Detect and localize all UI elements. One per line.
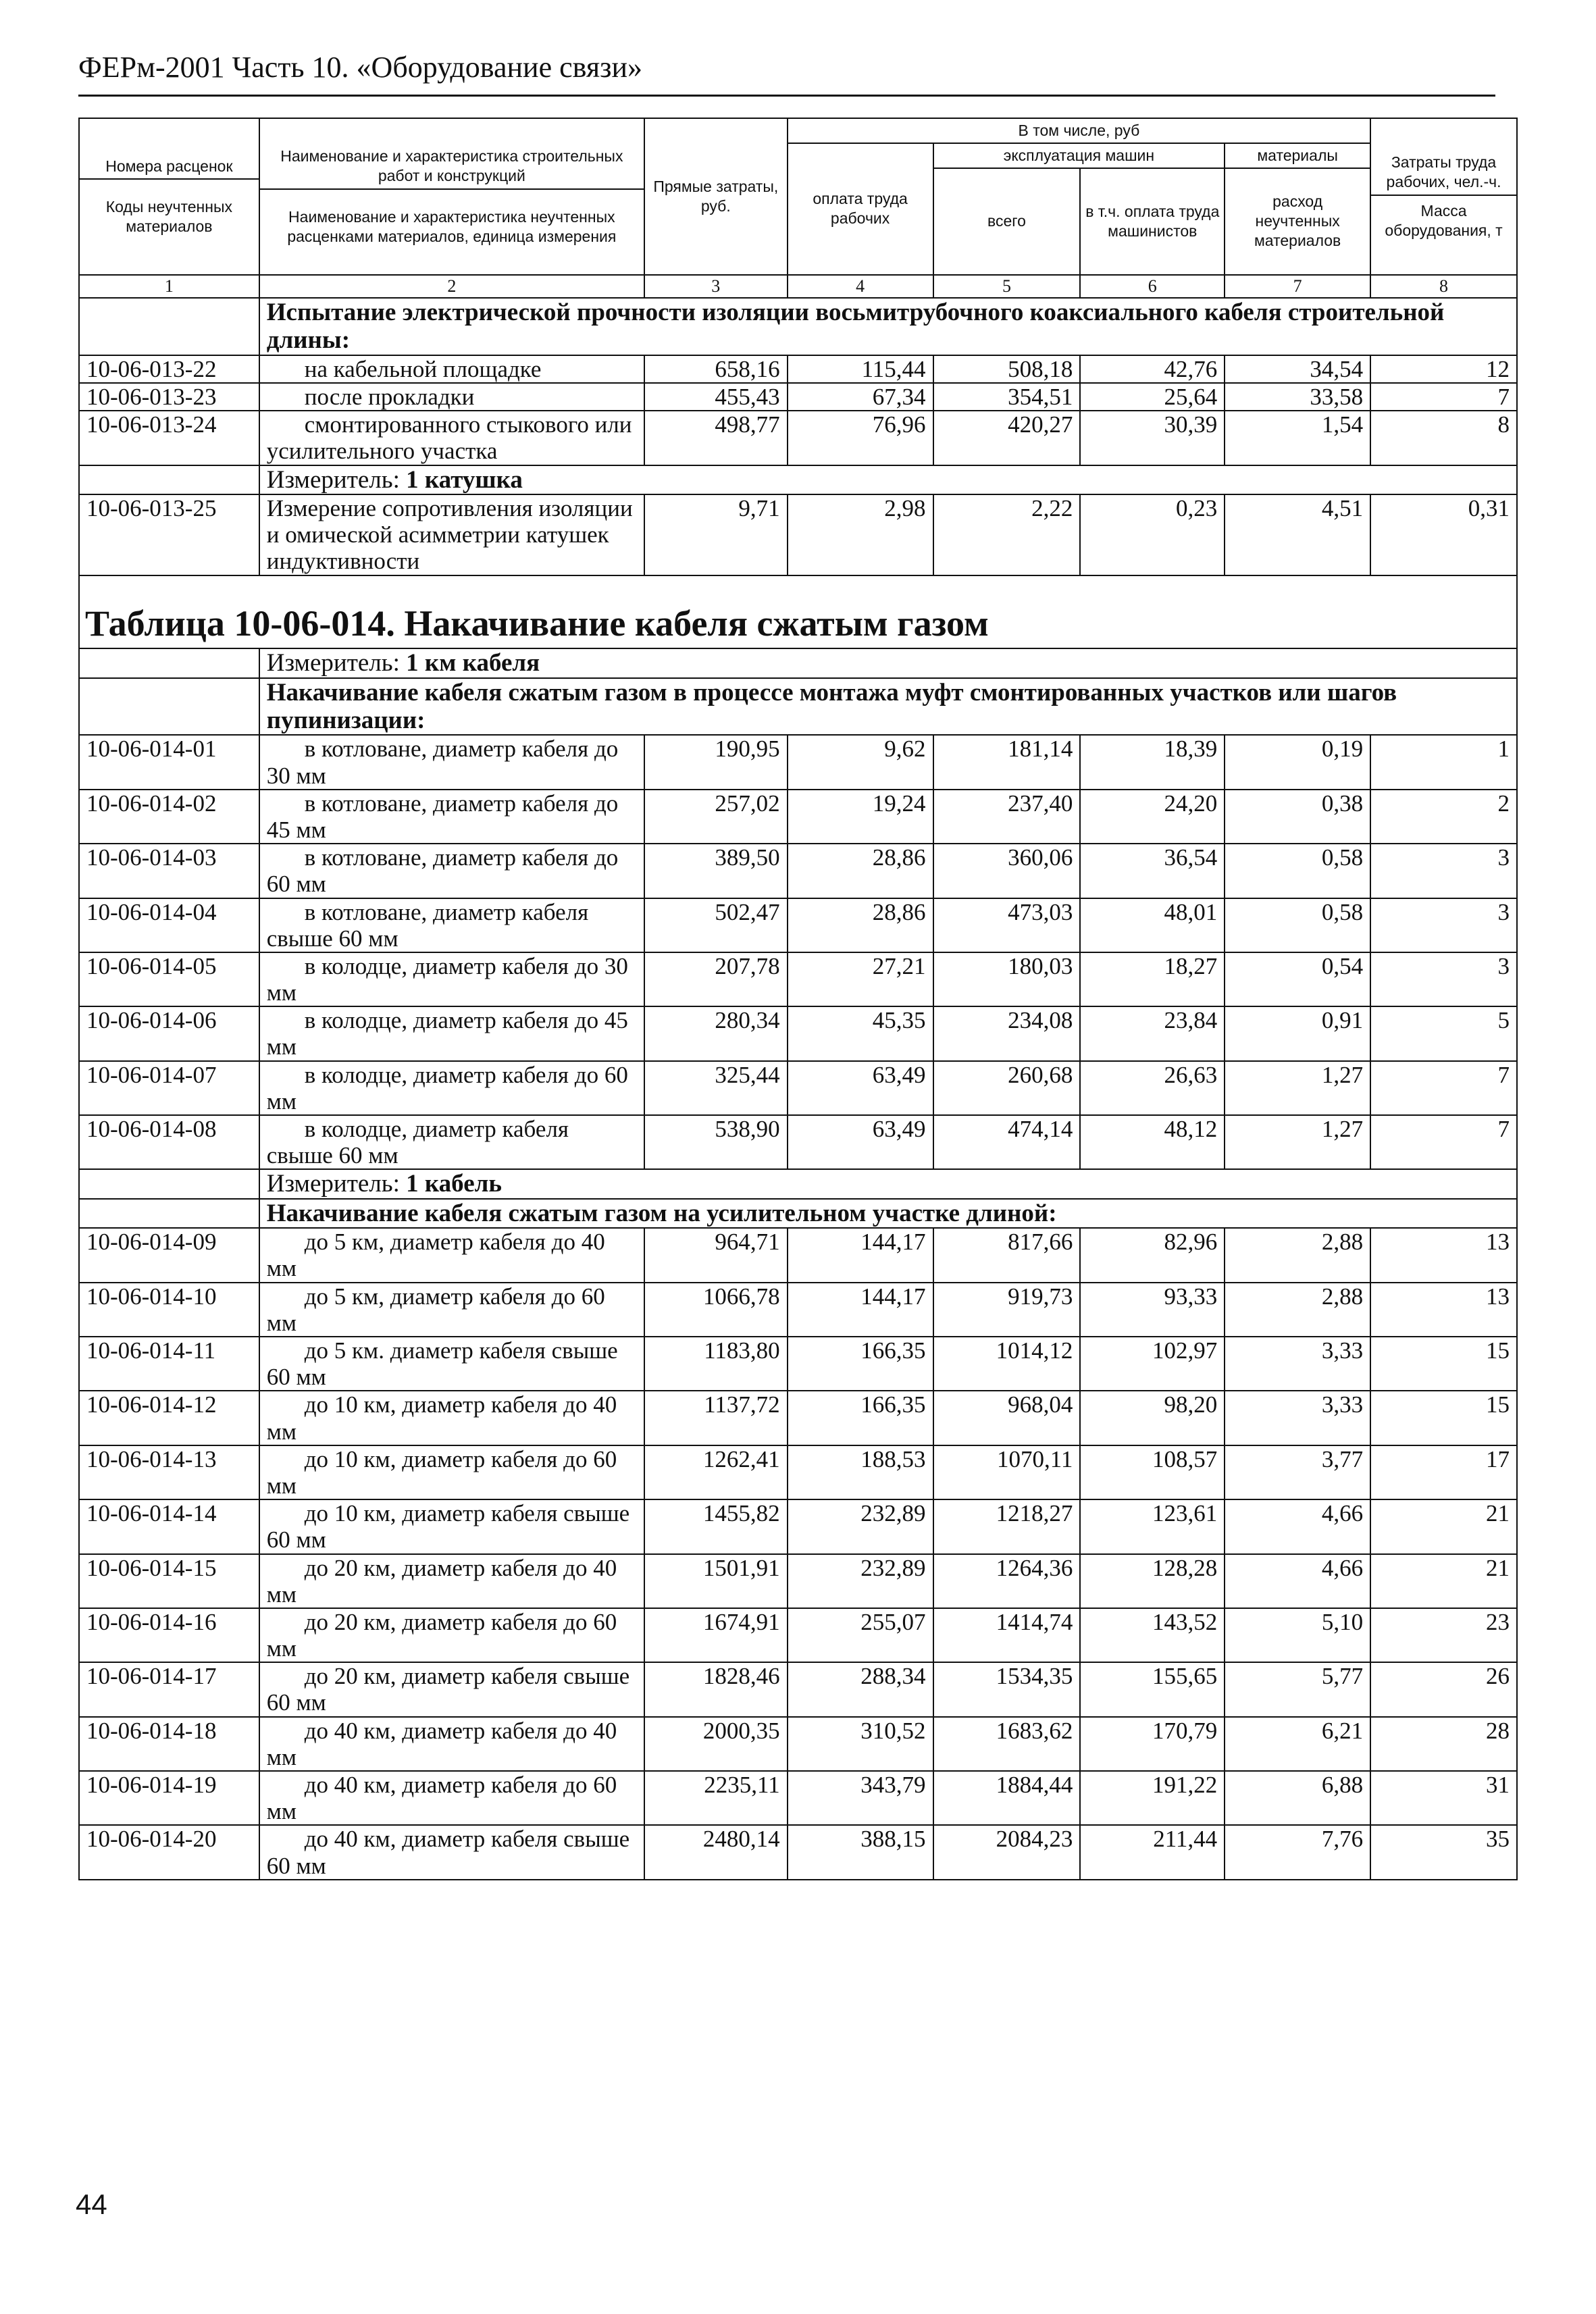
table-row <box>79 1771 1517 1825</box>
table-row <box>79 1228 1517 1282</box>
header-material-consumption: расход неучтенных материалов <box>1225 168 1370 275</box>
work-name-text: смонтированного стыкового или усилительного участка <box>266 411 632 465</box>
value-cell: 102,97 <box>1080 1337 1225 1391</box>
work-name <box>259 790 644 844</box>
value-cell: 325,44 <box>644 1061 788 1115</box>
rate-code: 10-06-014-11 <box>79 1337 259 1391</box>
work-name-text: в колодце, диаметр кабеля до 30 мм <box>266 952 628 1006</box>
rate-code: 10-06-013-24 <box>79 411 259 465</box>
header-worker-pay: оплата труда рабочих <box>788 143 933 275</box>
value-cell: 1183,80 <box>644 1337 788 1391</box>
value-cell: 36,54 <box>1080 844 1225 898</box>
value-cell: 1,27 <box>1225 1115 1370 1169</box>
table-row <box>79 494 1517 575</box>
value-cell: 67,34 <box>788 383 933 411</box>
value-cell: 7,76 <box>1225 1825 1370 1879</box>
value-cell: 232,89 <box>788 1554 933 1608</box>
work-name <box>259 355 644 383</box>
work-name <box>259 1228 644 1282</box>
page-number: 44 <box>76 2188 107 2220</box>
column-number: 8 <box>1370 275 1517 299</box>
value-cell: 13 <box>1370 1228 1517 1282</box>
value-cell: 23 <box>1370 1608 1517 1662</box>
work-name <box>259 844 644 898</box>
work-name <box>259 1445 644 1499</box>
value-cell: 128,28 <box>1080 1554 1225 1608</box>
value-cell: 389,50 <box>644 844 788 898</box>
value-cell: 4,66 <box>1225 1554 1370 1608</box>
rate-code: 10-06-014-01 <box>79 735 259 789</box>
value-cell: 45,35 <box>788 1006 933 1060</box>
value-cell: 191,22 <box>1080 1771 1225 1825</box>
value-cell: 658,16 <box>644 355 788 383</box>
work-name <box>259 1337 644 1391</box>
work-name <box>259 1608 644 1662</box>
value-cell: 23,84 <box>1080 1006 1225 1060</box>
table-row <box>79 1337 1517 1391</box>
rate-code: 10-06-014-02 <box>79 790 259 844</box>
rate-code: 10-06-014-09 <box>79 1228 259 1282</box>
measure-label: Измеритель: <box>266 465 407 494</box>
value-cell: 1884,44 <box>933 1771 1081 1825</box>
work-name-text: в колодце, диаметр кабеля до 60 мм <box>266 1061 628 1114</box>
rate-code: 10-06-014-16 <box>79 1608 259 1662</box>
header-work-name: Наименование и характеристика строительных работ и конструкций <box>260 144 644 190</box>
value-cell: 0,54 <box>1225 952 1370 1006</box>
column-numbers-row <box>79 275 1517 299</box>
value-cell: 26 <box>1370 1662 1517 1716</box>
value-cell: 0,38 <box>1225 790 1370 844</box>
column-number: 3 <box>644 275 788 299</box>
rate-code: 10-06-013-23 <box>79 383 259 411</box>
value-cell: 2,88 <box>1225 1228 1370 1282</box>
value-cell: 7 <box>1370 383 1517 411</box>
value-cell: 3 <box>1370 898 1517 952</box>
header-equipment-mass: Масса оборудования, т <box>1385 201 1503 239</box>
value-cell: 3,77 <box>1225 1445 1370 1499</box>
section-row <box>79 1199 1517 1228</box>
column-number: 1 <box>79 275 259 299</box>
value-cell: 34,54 <box>1225 355 1370 383</box>
value-cell: 260,68 <box>933 1061 1081 1115</box>
work-name <box>259 1717 644 1771</box>
value-cell: 180,03 <box>933 952 1081 1006</box>
work-name-text: в котловане, диаметр кабеля свыше 60 мм <box>266 898 589 952</box>
table-row <box>79 355 1517 383</box>
value-cell: 502,47 <box>644 898 788 952</box>
value-cell: 255,07 <box>788 1608 933 1662</box>
rate-code: 10-06-014-08 <box>79 1115 259 1169</box>
rate-code: 10-06-014-20 <box>79 1825 259 1879</box>
rate-code: 10-06-014-15 <box>79 1554 259 1608</box>
value-cell: 15 <box>1370 1337 1517 1391</box>
header-col1 <box>79 118 259 275</box>
value-cell: 2,88 <box>1225 1283 1370 1337</box>
rate-code: 10-06-014-10 <box>79 1283 259 1337</box>
work-name-text: в колодце, диаметр кабеля до 45 мм <box>266 1007 628 1060</box>
value-cell: 98,20 <box>1080 1391 1225 1445</box>
table-row <box>79 1499 1517 1553</box>
value-cell: 9,71 <box>644 494 788 575</box>
value-cell: 35 <box>1370 1825 1517 1879</box>
rate-code: 10-06-014-18 <box>79 1717 259 1771</box>
column-number: 5 <box>933 275 1081 299</box>
value-cell: 30,39 <box>1080 411 1225 465</box>
value-cell: 1137,72 <box>644 1391 788 1445</box>
value-cell: 508,18 <box>933 355 1081 383</box>
value-cell: 498,77 <box>644 411 788 465</box>
value-cell: 1501,91 <box>644 1554 788 1608</box>
work-name <box>259 1825 644 1879</box>
work-name-text: в котловане, диаметр кабеля до 45 мм <box>266 790 619 843</box>
value-cell: 0,91 <box>1225 1006 1370 1060</box>
value-cell: 123,61 <box>1080 1499 1225 1553</box>
value-cell: 1070,11 <box>933 1445 1081 1499</box>
section-row <box>79 678 1517 736</box>
rate-code: 10-06-014-19 <box>79 1771 259 1825</box>
value-cell: 5 <box>1370 1006 1517 1060</box>
value-cell: 21 <box>1370 1499 1517 1553</box>
value-cell: 190,95 <box>644 735 788 789</box>
table-row <box>79 1662 1517 1716</box>
work-name <box>259 952 644 1006</box>
value-cell: 3 <box>1370 952 1517 1006</box>
rate-code: 10-06-014-07 <box>79 1061 259 1115</box>
value-cell: 28,86 <box>788 844 933 898</box>
value-cell: 354,51 <box>933 383 1081 411</box>
value-cell: 63,49 <box>788 1061 933 1115</box>
table-body <box>79 298 1517 1880</box>
value-cell: 455,43 <box>644 383 788 411</box>
value-cell: 143,52 <box>1080 1608 1225 1662</box>
table-row <box>79 1445 1517 1499</box>
value-cell: 4,51 <box>1225 494 1370 575</box>
work-name-text: в котловане, диаметр кабеля до 60 мм <box>266 844 619 898</box>
value-cell: 108,57 <box>1080 1445 1225 1499</box>
value-cell: 2235,11 <box>644 1771 788 1825</box>
table-row <box>79 1283 1517 1337</box>
header-direct-costs: Прямые затраты, руб. <box>644 118 788 275</box>
rates-table <box>78 118 1518 1880</box>
table-row <box>79 844 1517 898</box>
value-cell: 115,44 <box>788 355 933 383</box>
value-cell: 166,35 <box>788 1337 933 1391</box>
value-cell: 42,76 <box>1080 355 1225 383</box>
rate-code: 10-06-014-06 <box>79 1006 259 1060</box>
value-cell: 4,66 <box>1225 1499 1370 1553</box>
value-cell: 234,08 <box>933 1006 1081 1060</box>
work-name-text: до 40 км, диаметр кабеля до 60 мм <box>266 1772 617 1825</box>
work-name-text: до 20 км, диаметр кабеля до 60 мм <box>266 1608 617 1662</box>
value-cell: 2084,23 <box>933 1825 1081 1879</box>
rate-code: 10-06-013-25 <box>79 494 259 575</box>
value-cell: 7 <box>1370 1115 1517 1169</box>
page-header: ФЕРм-2001 Часть 10. «Оборудование связи» <box>78 51 642 84</box>
work-name-text: до 5 км, диаметр кабеля до 60 мм <box>266 1283 605 1336</box>
measure-unit <box>259 648 1517 677</box>
value-cell: 288,34 <box>788 1662 933 1716</box>
measure-unit <box>259 465 1517 494</box>
measure-value: 1 км кабеля <box>406 649 540 677</box>
table-row <box>79 1825 1517 1879</box>
value-cell: 919,73 <box>933 1283 1081 1337</box>
table-row <box>79 1391 1517 1445</box>
work-name-text: до 10 км, диаметр кабеля до 40 мм <box>266 1391 617 1445</box>
value-cell: 5,77 <box>1225 1662 1370 1716</box>
table-row <box>79 952 1517 1006</box>
value-cell: 27,21 <box>788 952 933 1006</box>
table-row <box>79 1554 1517 1608</box>
value-cell: 1262,41 <box>644 1445 788 1499</box>
value-cell: 76,96 <box>788 411 933 465</box>
work-name-text: до 10 км, диаметр кабеля свыше 60 мм <box>266 1500 630 1553</box>
value-cell: 144,17 <box>788 1283 933 1337</box>
header-rule <box>78 95 1495 97</box>
value-cell: 2,22 <box>933 494 1081 575</box>
value-cell: 0,23 <box>1080 494 1225 575</box>
measure-value: 1 катушка <box>406 465 523 494</box>
value-cell: 280,34 <box>644 1006 788 1060</box>
value-cell: 31 <box>1370 1771 1517 1825</box>
value-cell: 19,24 <box>788 790 933 844</box>
value-cell: 24,20 <box>1080 790 1225 844</box>
rate-code: 10-06-014-13 <box>79 1445 259 1499</box>
header-col8 <box>1370 118 1517 275</box>
work-name <box>259 383 644 411</box>
value-cell: 15 <box>1370 1391 1517 1445</box>
value-cell: 93,33 <box>1080 1283 1225 1337</box>
value-cell: 232,89 <box>788 1499 933 1553</box>
header-machine-operation: эксплуатация машин <box>933 143 1225 168</box>
value-cell: 968,04 <box>933 1391 1081 1445</box>
measure-label: Измеритель: <box>266 1170 407 1198</box>
table-row <box>79 898 1517 952</box>
work-name <box>259 1061 644 1115</box>
value-cell: 360,06 <box>933 844 1081 898</box>
value-cell: 48,01 <box>1080 898 1225 952</box>
value-cell: 3,33 <box>1225 1337 1370 1391</box>
value-cell: 5,10 <box>1225 1608 1370 1662</box>
value-cell: 257,02 <box>644 790 788 844</box>
work-name-text: в котловане, диаметр кабеля до 30 мм <box>266 736 619 789</box>
header-operator-pay: в т.ч. оплата труда машинистов <box>1080 168 1225 275</box>
rate-code: 10-06-014-05 <box>79 952 259 1006</box>
column-number: 6 <box>1080 275 1225 299</box>
table-row <box>79 1061 1517 1115</box>
value-cell: 181,14 <box>933 735 1081 789</box>
value-cell: 0,58 <box>1225 898 1370 952</box>
value-cell: 0,19 <box>1225 735 1370 789</box>
value-cell: 1066,78 <box>644 1283 788 1337</box>
value-cell: 1218,27 <box>933 1499 1081 1553</box>
value-cell: 3 <box>1370 844 1517 898</box>
rate-code: 10-06-014-03 <box>79 844 259 898</box>
table-title-row <box>79 575 1517 648</box>
value-cell: 0,58 <box>1225 844 1370 898</box>
value-cell: 155,65 <box>1080 1662 1225 1716</box>
value-cell: 3,33 <box>1225 1391 1370 1445</box>
value-cell: 1 <box>1370 735 1517 789</box>
work-name-text: Измерение сопротивления изоляции и омической асимметрии катушек индуктивности <box>266 495 633 575</box>
table-row <box>79 383 1517 411</box>
table-row <box>79 790 1517 844</box>
value-cell: 538,90 <box>644 1115 788 1169</box>
work-name <box>259 898 644 952</box>
value-cell: 1414,74 <box>933 1608 1081 1662</box>
value-cell: 1534,35 <box>933 1662 1081 1716</box>
value-cell: 63,49 <box>788 1115 933 1169</box>
value-cell: 12 <box>1370 355 1517 383</box>
section-row <box>79 298 1517 355</box>
value-cell: 1674,91 <box>644 1608 788 1662</box>
work-name-text: до 40 км, диаметр кабеля до 40 мм <box>266 1717 617 1770</box>
work-name <box>259 1115 644 1169</box>
value-cell: 8 <box>1370 411 1517 465</box>
work-name <box>259 1554 644 1608</box>
work-name-text: до 20 км, диаметр кабеля свыше 60 мм <box>266 1663 630 1716</box>
work-name <box>259 735 644 789</box>
value-cell: 2000,35 <box>644 1717 788 1771</box>
rate-code: 10-06-014-17 <box>79 1662 259 1716</box>
value-cell: 6,21 <box>1225 1717 1370 1771</box>
work-name-text: до 5 км, диаметр кабеля до 40 мм <box>266 1229 605 1282</box>
work-name-text: до 10 км, диаметр кабеля до 60 мм <box>266 1445 617 1499</box>
table-row <box>79 1115 1517 1169</box>
column-number: 7 <box>1225 275 1370 299</box>
work-name-text: до 5 км. диаметр кабеля свыше 60 мм <box>266 1337 618 1391</box>
section-heading: Испытание электрической прочности изоляции восьмитрубочного коаксиального кабеля строительной длины: <box>259 298 1517 355</box>
rate-code: 10-06-014-14 <box>79 1499 259 1553</box>
value-cell: 7 <box>1370 1061 1517 1115</box>
rate-code: 10-06-014-04 <box>79 898 259 952</box>
work-name-text: до 40 км, диаметр кабеля свыше 60 мм <box>266 1826 630 1879</box>
work-name <box>259 1283 644 1337</box>
header-rate-numbers: Номера расценок <box>80 154 259 180</box>
rate-code: 10-06-014-12 <box>79 1391 259 1445</box>
value-cell: 1683,62 <box>933 1717 1081 1771</box>
value-cell: 48,12 <box>1080 1115 1225 1169</box>
value-cell: 28,86 <box>788 898 933 952</box>
value-cell: 144,17 <box>788 1228 933 1282</box>
value-cell: 1,27 <box>1225 1061 1370 1115</box>
value-cell: 188,53 <box>788 1445 933 1499</box>
work-name <box>259 1771 644 1825</box>
value-cell: 33,58 <box>1225 383 1370 411</box>
value-cell: 343,79 <box>788 1771 933 1825</box>
value-cell: 237,40 <box>933 790 1081 844</box>
work-name-text: до 20 км, диаметр кабеля до 40 мм <box>266 1554 617 1608</box>
value-cell: 6,88 <box>1225 1771 1370 1825</box>
value-cell: 2 <box>1370 790 1517 844</box>
work-name-text: на кабельной площадке <box>304 355 542 382</box>
measure-value: 1 кабель <box>406 1170 502 1198</box>
header-material-codes: Коды неучтенных материалов <box>105 198 232 236</box>
value-cell: 13 <box>1370 1283 1517 1337</box>
measure-unit <box>259 1169 1517 1198</box>
column-number: 4 <box>788 275 933 299</box>
column-number: 2 <box>259 275 644 299</box>
table-row <box>79 1608 1517 1662</box>
table-header <box>79 118 1517 298</box>
measure-label: Измеритель: <box>266 649 407 677</box>
value-cell: 1828,46 <box>644 1662 788 1716</box>
value-cell: 18,39 <box>1080 735 1225 789</box>
value-cell: 26,63 <box>1080 1061 1225 1115</box>
measure-row <box>79 465 1517 494</box>
header-col2 <box>259 118 644 275</box>
work-name <box>259 1499 644 1553</box>
work-name <box>259 1006 644 1060</box>
value-cell: 1455,82 <box>644 1499 788 1553</box>
value-cell: 28 <box>1370 1717 1517 1771</box>
table-row <box>79 411 1517 465</box>
value-cell: 1264,36 <box>933 1554 1081 1608</box>
measure-row <box>79 648 1517 677</box>
rate-code: 10-06-013-22 <box>79 355 259 383</box>
section-heading: Накачивание кабеля сжатым газом на усилительном участке длиной: <box>259 1199 1517 1228</box>
header-material-name: Наименование и характеристика неучтенных расценками материалов, единица измерения <box>287 207 617 245</box>
value-cell: 473,03 <box>933 898 1081 952</box>
value-cell: 2,98 <box>788 494 933 575</box>
value-cell: 420,27 <box>933 411 1081 465</box>
value-cell: 170,79 <box>1080 1717 1225 1771</box>
work-name <box>259 1391 644 1445</box>
table-row <box>79 1006 1517 1060</box>
header-machines-total: всего <box>933 168 1081 275</box>
work-name-text: после прокладки <box>304 384 475 411</box>
value-cell: 25,64 <box>1080 383 1225 411</box>
value-cell: 9,62 <box>788 735 933 789</box>
header-materials: материалы <box>1225 143 1370 168</box>
work-name <box>259 411 644 465</box>
header-labor-costs: Затраты труда рабочих, чел.-ч. <box>1371 150 1516 196</box>
value-cell: 310,52 <box>788 1717 933 1771</box>
section-heading: Накачивание кабеля сжатым газом в процессе монтажа муфт смонтированных участков или шагов пупинизации: <box>259 678 1517 736</box>
value-cell: 211,44 <box>1080 1825 1225 1879</box>
value-cell: 17 <box>1370 1445 1517 1499</box>
work-name <box>259 1662 644 1716</box>
value-cell: 0,31 <box>1370 494 1517 575</box>
value-cell: 964,71 <box>644 1228 788 1282</box>
value-cell: 1014,12 <box>933 1337 1081 1391</box>
value-cell: 18,27 <box>1080 952 1225 1006</box>
header-including: В том числе, руб <box>788 118 1370 143</box>
value-cell: 474,14 <box>933 1115 1081 1169</box>
value-cell: 1,54 <box>1225 411 1370 465</box>
value-cell: 21 <box>1370 1554 1517 1608</box>
work-name <box>259 494 644 575</box>
measure-row <box>79 1169 1517 1198</box>
table-title: Таблица 10-06-014. Накачивание кабеля сжатым газом <box>79 575 1517 648</box>
work-name-text: в колодце, диаметр кабеля свыше 60 мм <box>266 1116 569 1169</box>
value-cell: 2480,14 <box>644 1825 788 1879</box>
value-cell: 817,66 <box>933 1228 1081 1282</box>
table-row <box>79 735 1517 789</box>
value-cell: 207,78 <box>644 952 788 1006</box>
value-cell: 388,15 <box>788 1825 933 1879</box>
table-row <box>79 1717 1517 1771</box>
value-cell: 166,35 <box>788 1391 933 1445</box>
value-cell: 82,96 <box>1080 1228 1225 1282</box>
